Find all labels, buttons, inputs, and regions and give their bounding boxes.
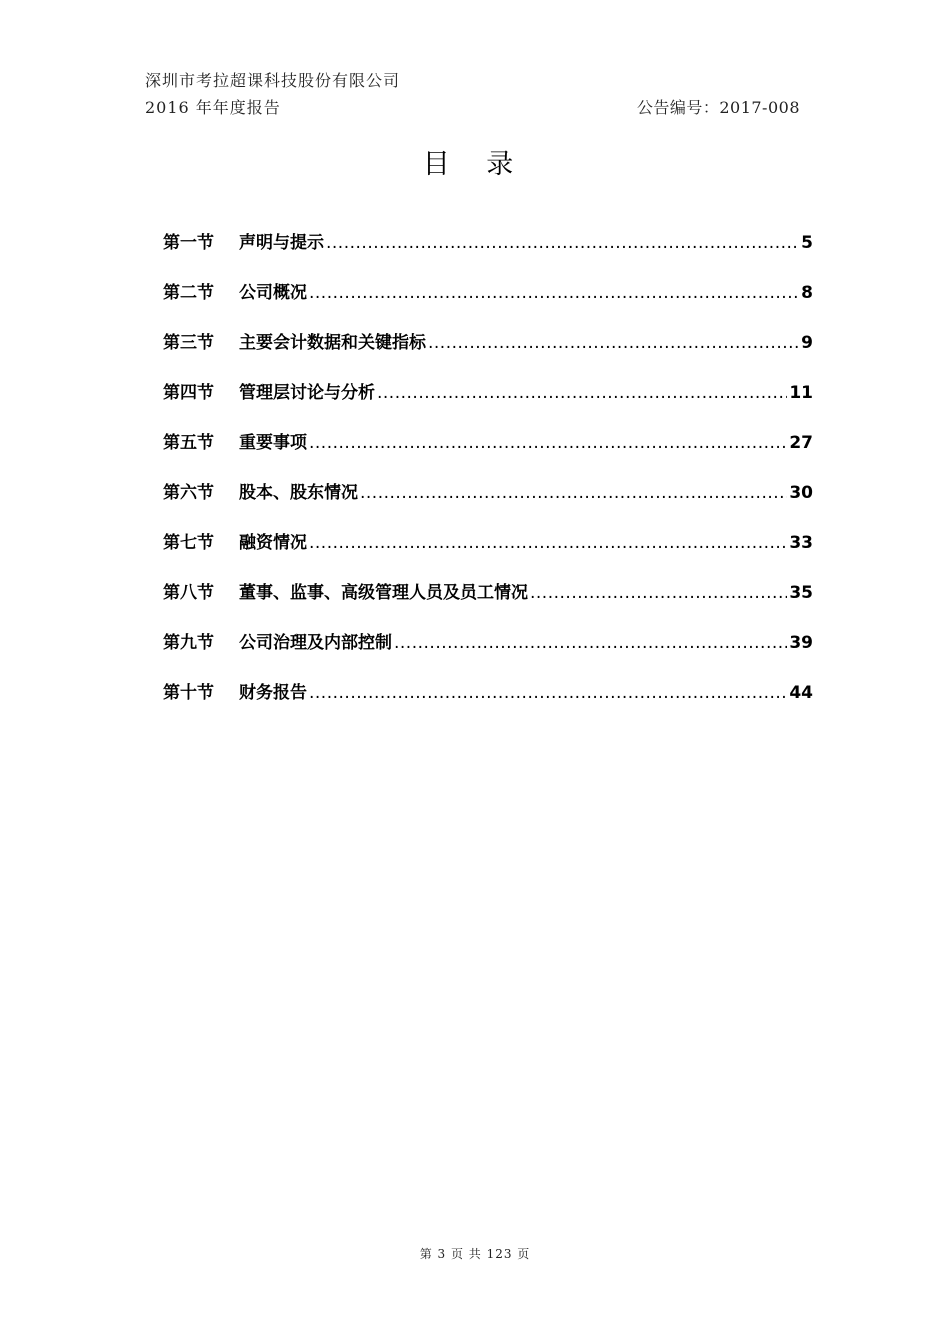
toc-page-number: 27 (789, 433, 813, 453)
toc-dot-leader (428, 333, 799, 353)
toc-page-number: 30 (789, 483, 813, 503)
toc-entry[interactable] (163, 528, 813, 578)
header-report-name: 2016 年年度报告 (145, 98, 281, 117)
toc-section-title: 管理层讨论与分析 (239, 383, 375, 403)
toc-page-number: 11 (789, 383, 813, 403)
toc-section-title: 主要会计数据和关键指标 (239, 333, 426, 353)
header-notice-number: 公告编号：2017-008 (636, 98, 800, 117)
toc-entry[interactable] (163, 628, 813, 678)
table-of-contents (163, 228, 813, 728)
toc-section-title: 融资情况 (239, 533, 307, 553)
toc-section-title: 公司治理及内部控制 (239, 633, 392, 653)
toc-page-number: 5 (801, 233, 813, 253)
toc-section-number: 第六节 (163, 483, 214, 503)
toc-dot-leader (309, 433, 787, 453)
toc-section-number: 第十节 (163, 683, 214, 703)
toc-dot-leader (309, 283, 799, 303)
toc-section-number: 第二节 (163, 283, 214, 303)
toc-entry[interactable] (163, 278, 813, 328)
toc-entry[interactable] (163, 478, 813, 528)
toc-dot-leader (377, 383, 787, 403)
toc-dot-leader (394, 633, 787, 653)
toc-section-title: 董事、监事、高级管理人员及员工情况 (239, 583, 528, 603)
toc-entry[interactable] (163, 428, 813, 478)
toc-section-number: 第一节 (163, 233, 214, 253)
toc-section-title: 重要事项 (239, 433, 307, 453)
toc-dot-leader (309, 683, 787, 703)
toc-section-number: 第三节 (163, 333, 214, 353)
toc-page-number: 9 (801, 333, 813, 353)
toc-dot-leader (360, 483, 787, 503)
toc-entry[interactable] (163, 678, 813, 728)
toc-page-number: 33 (789, 533, 813, 553)
toc-dot-leader (326, 233, 799, 253)
toc-entry[interactable] (163, 378, 813, 428)
toc-page-number: 35 (789, 583, 813, 603)
toc-page-number: 8 (801, 283, 813, 303)
toc-entry[interactable] (163, 328, 813, 378)
toc-section-title: 股本、股东情况 (239, 483, 358, 503)
toc-dot-leader (530, 583, 787, 603)
toc-entry[interactable] (163, 578, 813, 628)
toc-section-number: 第九节 (163, 633, 214, 653)
page-footer: 第 3 页 共 123 页 (419, 1247, 531, 1261)
toc-entry[interactable] (163, 228, 813, 278)
toc-section-number: 第八节 (163, 583, 214, 603)
toc-section-title: 财务报告 (239, 683, 307, 703)
toc-page-number: 44 (789, 683, 813, 703)
toc-section-number: 第五节 (163, 433, 214, 453)
toc-section-title: 声明与提示 (239, 233, 324, 253)
header-company-name: 深圳市考拉超课科技股份有限公司 (145, 71, 401, 90)
toc-section-title: 公司概况 (239, 283, 307, 303)
page-title: 目 录 (422, 149, 528, 181)
toc-section-number: 第七节 (163, 533, 214, 553)
toc-dot-leader (309, 533, 787, 553)
toc-page-number: 39 (789, 633, 813, 653)
toc-section-number: 第四节 (163, 383, 214, 403)
